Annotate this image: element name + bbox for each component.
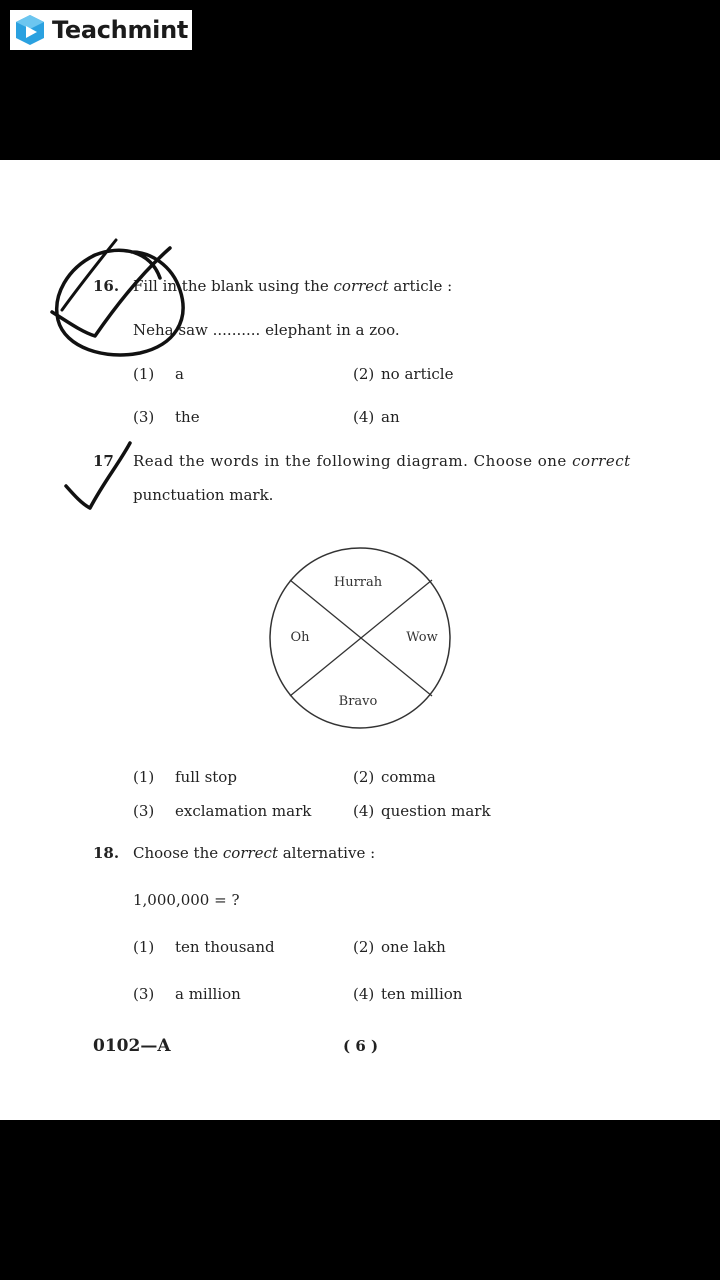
q16-circle-mark	[57, 250, 183, 355]
q18-prompt-text: Choose the	[133, 844, 223, 862]
q16-option-4-num: (4)	[353, 408, 375, 426]
q16-prompt-end: article :	[388, 277, 453, 295]
q17-number: 17.	[93, 452, 120, 470]
q17-option-4-text: question mark	[381, 802, 491, 820]
q16-stroke-mark	[62, 240, 116, 310]
q16-option-2-text: no article	[381, 365, 454, 383]
diagram-word-right: Wow	[406, 630, 438, 645]
q18-prompt-emphasis: correct	[222, 844, 278, 862]
q17-prompt-text: Read the words in the following diagram. Choose one	[133, 452, 573, 470]
diagram-word-top: Hurrah	[333, 575, 383, 590]
q17-option-4-num: (4)	[353, 802, 375, 820]
q17-option-1-num: (1)	[133, 768, 155, 786]
q16-prompt-emphasis: correct	[333, 277, 389, 295]
paper-code: 0102—A	[93, 1036, 171, 1056]
brand-name: Teachmint	[52, 16, 189, 44]
q18-option-4-text: ten million	[381, 985, 463, 1003]
q16-sentence: Neha saw .......... elephant in a zoo.	[133, 321, 400, 339]
q17-option-2-num: (2)	[353, 768, 375, 786]
q18-option-2-text: one lakh	[381, 938, 446, 956]
teachmint-logo[interactable]	[10, 10, 192, 50]
q18-option-3-text: a million	[175, 985, 241, 1003]
q18-prompt-end: alternative :	[277, 844, 376, 862]
q18-option-1-num: (1)	[133, 938, 155, 956]
q17-option-1-text: full stop	[175, 768, 237, 786]
q16-option-3-num: (3)	[133, 408, 155, 426]
q18-option-2-num: (2)	[353, 938, 375, 956]
q16-option-4-text: an	[381, 408, 400, 426]
punctuation-word-diagram	[266, 540, 456, 736]
page-number: ( 6 )	[343, 1037, 379, 1055]
q16-prompt	[133, 277, 452, 295]
q18-option-3-num: (3)	[133, 985, 155, 1003]
top-black-bar	[0, 0, 720, 160]
teachmint-logo-icon	[13, 13, 47, 47]
bottom-black-bar	[0, 1120, 720, 1280]
diagram-word-left: Oh	[290, 630, 310, 645]
q16-prompt-text: Fill in the blank using the	[133, 277, 334, 295]
q18-option-1-text: ten thousand	[175, 938, 275, 956]
q16-option-2-num: (2)	[353, 365, 375, 383]
q16-option-1-text: a	[175, 365, 184, 383]
q16-option-1-num: (1)	[133, 365, 155, 383]
q18-expression: 1,000,000 = ?	[133, 891, 240, 909]
q16-number: 16.	[93, 277, 120, 295]
exam-page	[0, 160, 720, 1120]
q17-prompt-line2: punctuation mark.	[133, 486, 274, 504]
q17-option-3-text: exclamation mark	[175, 802, 312, 820]
q18-number: 18.	[93, 844, 120, 862]
q18-option-4-num: (4)	[353, 985, 375, 1003]
q17-prompt	[133, 452, 631, 470]
q17-option-2-text: comma	[381, 768, 436, 786]
q18-prompt	[133, 844, 375, 862]
q16-option-3-text: the	[175, 408, 200, 426]
q17-prompt-emphasis: correct	[572, 452, 631, 470]
q17-option-3-num: (3)	[133, 802, 155, 820]
diagram-word-bottom: Bravo	[338, 694, 378, 709]
